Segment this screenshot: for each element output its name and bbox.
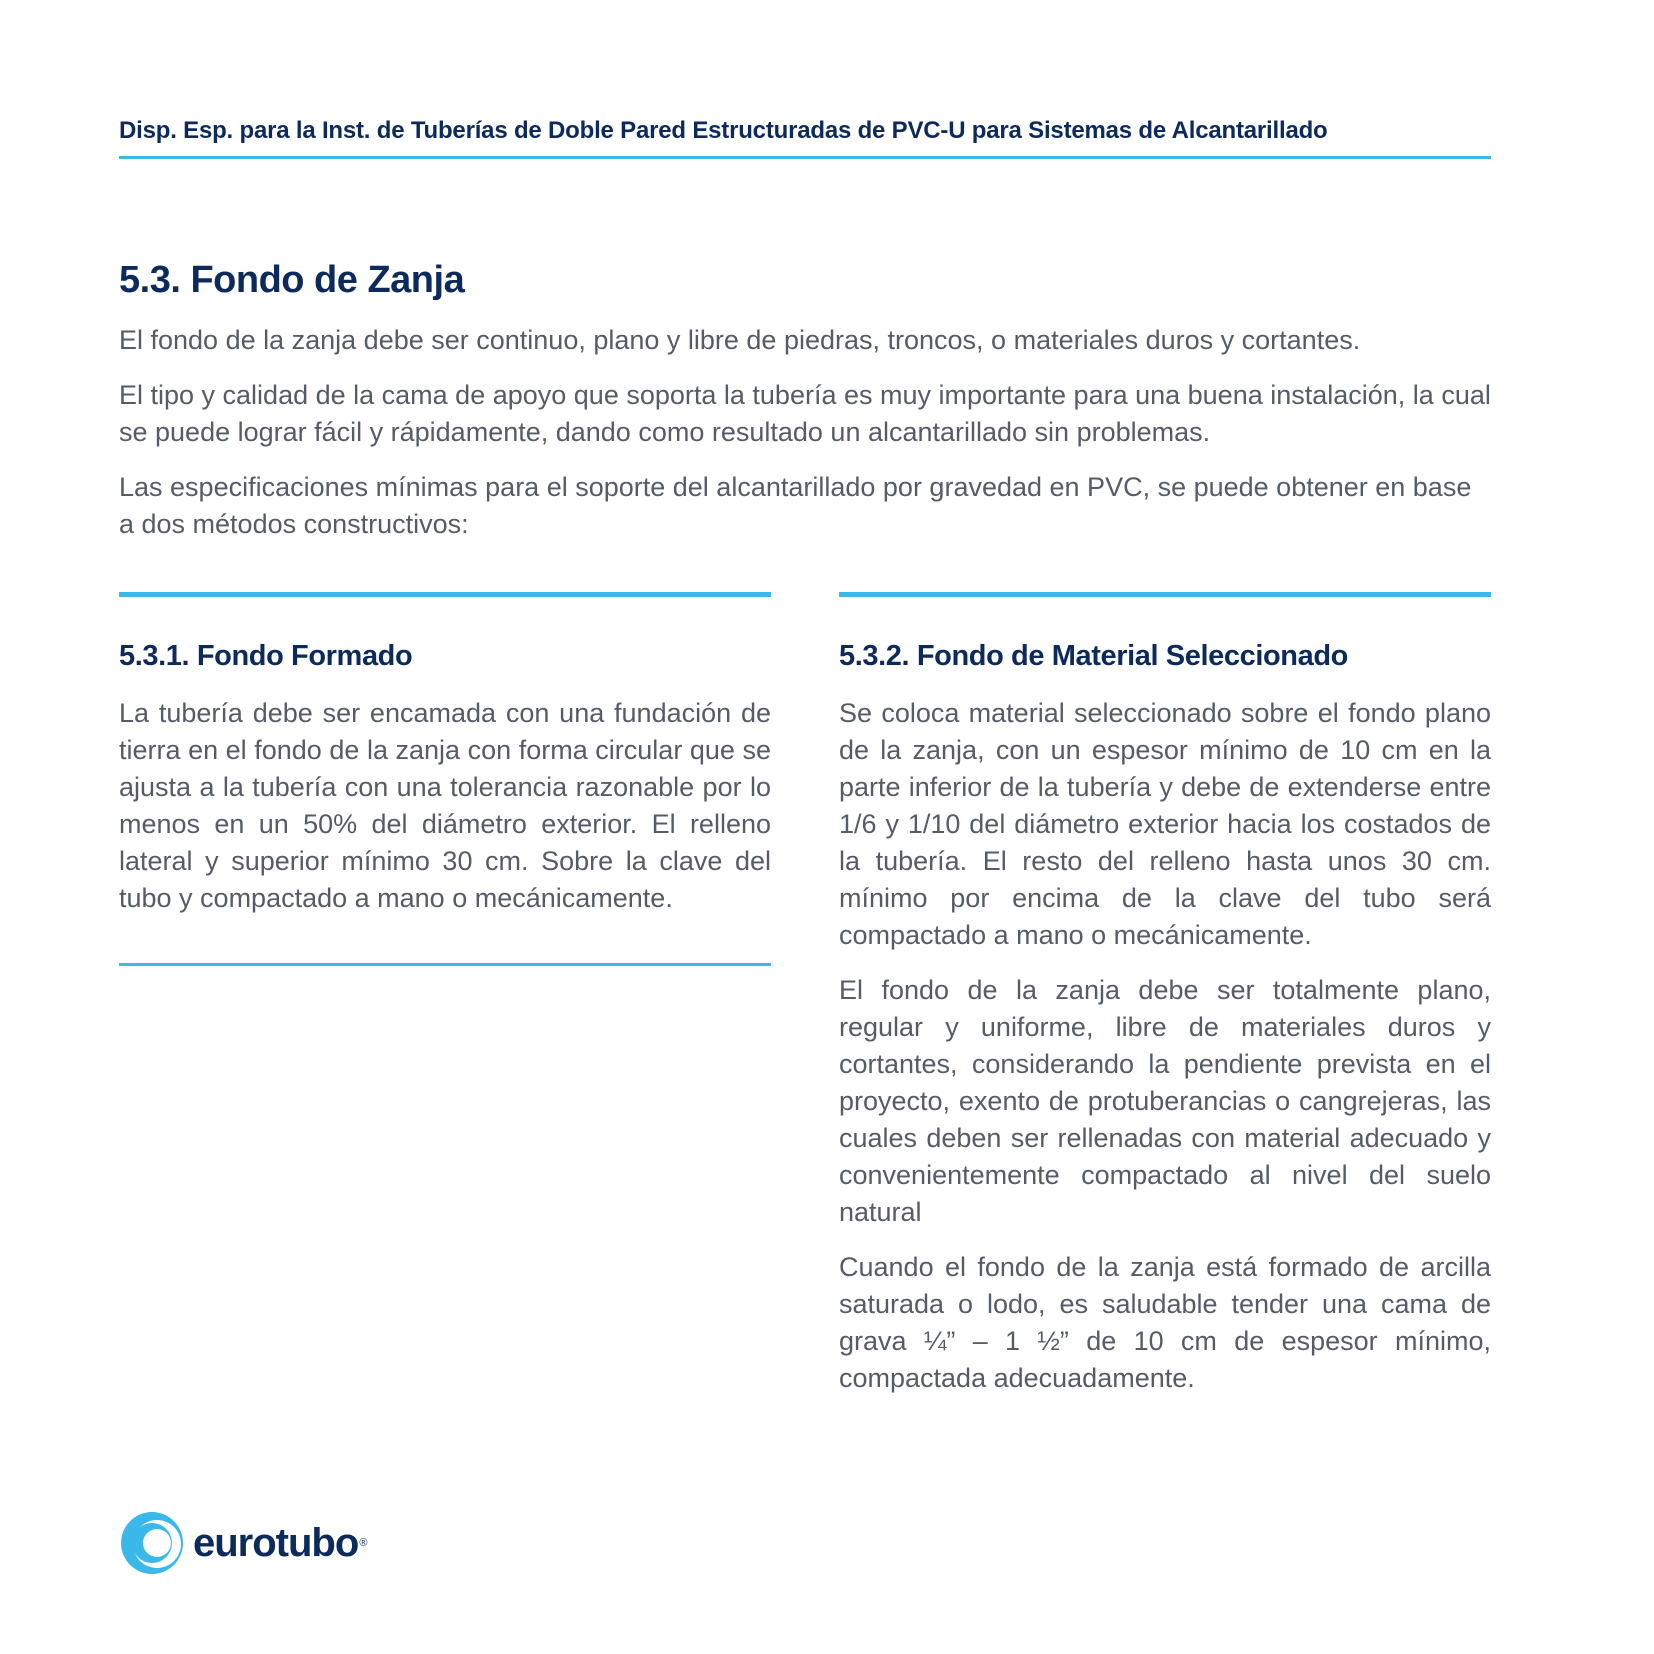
subsection-title: 5.3.1. Fondo Formado	[119, 640, 413, 672]
subsection-paragraph: Se coloca material seleccionado sobre el fondo plano de la zanja, con un espesor mínimo de 10 cm en la parte inferior de la tubería y debe de extenderse entre 1/6 y 1/10 del diámetro exterior hacia los costados de la tubería. El resto del relleno hasta unos 30 cm. mínimo por encima de la clave del tubo será compactado a mano o mecánicamente.	[839, 698, 1491, 950]
subsection-bottom-divider	[119, 963, 771, 966]
logo-wordmark: eurotubo	[193, 1521, 359, 1565]
subsection-paragraph: El fondo de la zanja debe ser totalmente plano, regular y uniforme, libre de materiales duros y cortantes, considerando la pendiente prevista en el proyecto, exento de protuberancias o cangrejeras, las cuales deben ser rellenadas con material adecuado y convenientemente compactado al nivel del suelo natural	[839, 975, 1491, 1227]
section-intro	[119, 322, 1491, 561]
header-divider	[119, 156, 1491, 159]
eurotubo-logo	[119, 1508, 367, 1578]
subsection-title: 5.3.2. Fondo de Material Seleccionado	[839, 640, 1348, 672]
running-header-title: Disp. Esp. para la Inst. de Tuberías de Doble Pared Estructuradas de PVC-U para Sistemas de Alcantarillado	[119, 117, 1328, 144]
subsection-top-divider	[119, 592, 771, 597]
subsection-paragraph: La tubería debe ser encamada con una fundación de tierra en el fondo de la zanja con forma circular que se ajusta a la tubería con una tolerancia razonable por lo menos en un 50% del diámetro exterior. El relleno lateral y superior mínimo 30 cm. Sobre la clave del tubo y compactado a mano o mecánicamente.	[119, 698, 771, 913]
subsection-paragraph: Cuando el fondo de la zanja está formado de arcilla saturada o lodo, es saludable tender una cama de grava ¼” – 1 ½” de 10 cm de espesor mínimo, compactada adecuadamente.	[839, 1252, 1491, 1393]
subsection-fondo-material-seleccionado	[839, 592, 1491, 1397]
registered-mark: ®	[359, 1537, 368, 1549]
intro-paragraph: El tipo y calidad de la cama de apoyo que soporta la tubería es muy importante para una buena instalación, la cual se puede lograr fácil y rápidamente, dando como resultado un alcantarillado sin problemas.	[119, 380, 1491, 447]
section-title: 5.3. Fondo de Zanja	[119, 259, 465, 301]
intro-paragraph: El fondo de la zanja debe ser continuo, plano y libre de piedras, troncos, o materiales duros y cortantes.	[119, 325, 1361, 355]
eurotubo-swirl-icon	[119, 1510, 185, 1576]
intro-paragraph: Las especificaciones mínimas para el soporte del alcantarillado por gravedad en PVC, se puede obtener en base a dos métodos constructivos:	[119, 472, 1472, 539]
subsection-fondo-formado	[119, 592, 771, 966]
subsection-top-divider	[839, 592, 1491, 597]
